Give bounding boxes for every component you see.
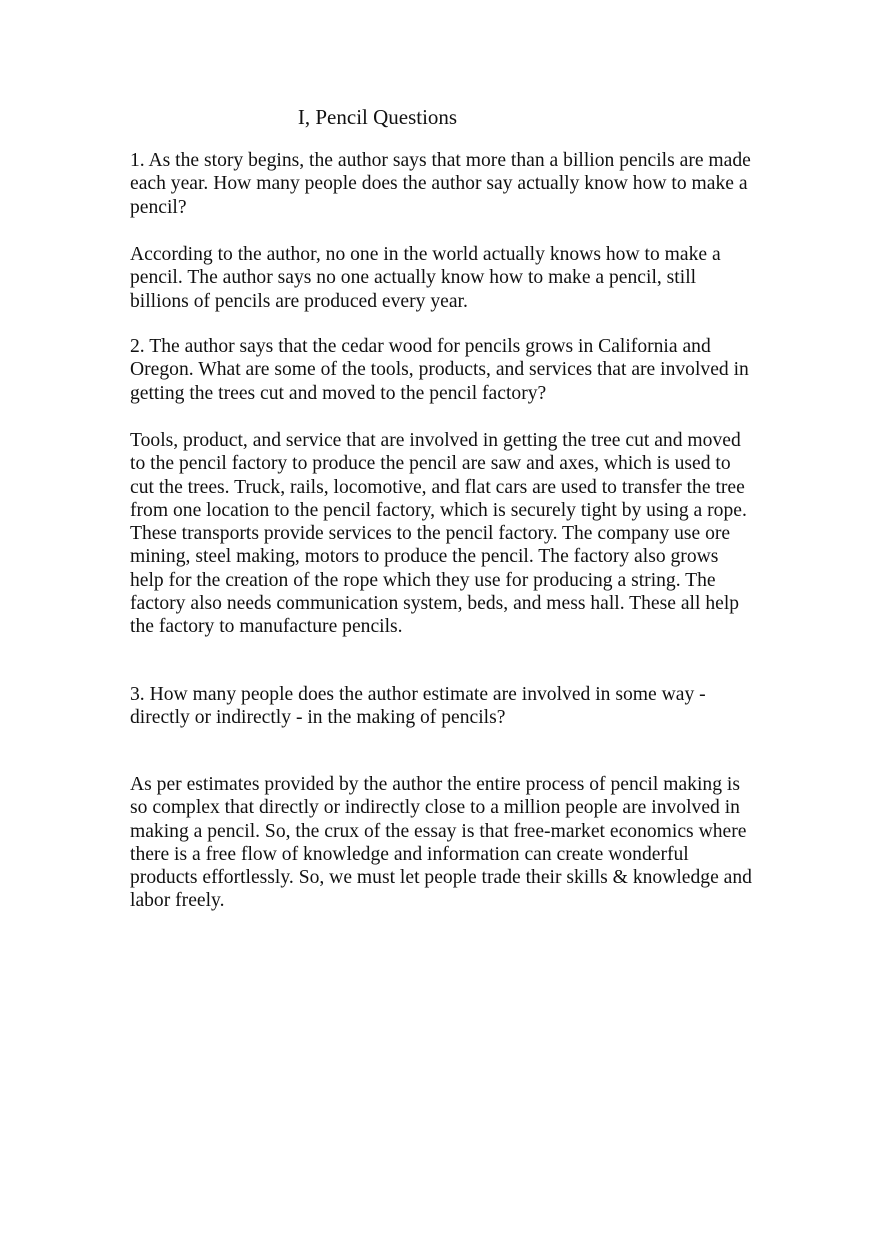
answer-3: As per estimates provided by the author the entire process of pencil making is so complex that directly or indirectly close to a million people are involved in making a pencil. So, the crux of the essay is that free-market economics where there is a free flow of knowledge and information can create wonderful products effortlessly. So, we must let people trade their skills & knowledge and labor freely. xyxy=(130,774,752,912)
question-1: 1. As the story begins, the author says that more than a billion pencils are made each year. How many people does the author say actually know how to make a pencil? xyxy=(130,150,751,218)
answer-1: According to the author, no one in the world actually knows how to make a pencil. The author says no one actually know how to make a pencil, still billions of pencils are produced every year. xyxy=(130,244,721,312)
answer-2: Tools, product, and service that are involved in getting the tree cut and moved to the pencil factory to produce the pencil are saw and axes, which is used to cut the trees. Truck, rails, locomotive, and flat cars are used to transfer the tree from one location to the pencil factory, which is securely tight by using a rope. These transports provide services to the pencil factory. The company use ore mining, steel making, motors to produce the pencil. The factory also grows help for the creation of the rope which they use for producing a string. The factory also needs communication system, beds, and mess hall. These all help the factory to manufacture pencils. xyxy=(130,430,747,638)
document-title: I, Pencil Questions xyxy=(297,105,458,129)
question-2: 2. The author says that the cedar wood for pencils grows in California and Oregon. What are some of the tools, products, and services that are involved in getting the trees cut and moved to the pencil factory? xyxy=(130,336,749,404)
question-3: 3. How many people does the author estimate are involved in some way - directly or indirectly - in the making of pencils? xyxy=(130,684,706,729)
